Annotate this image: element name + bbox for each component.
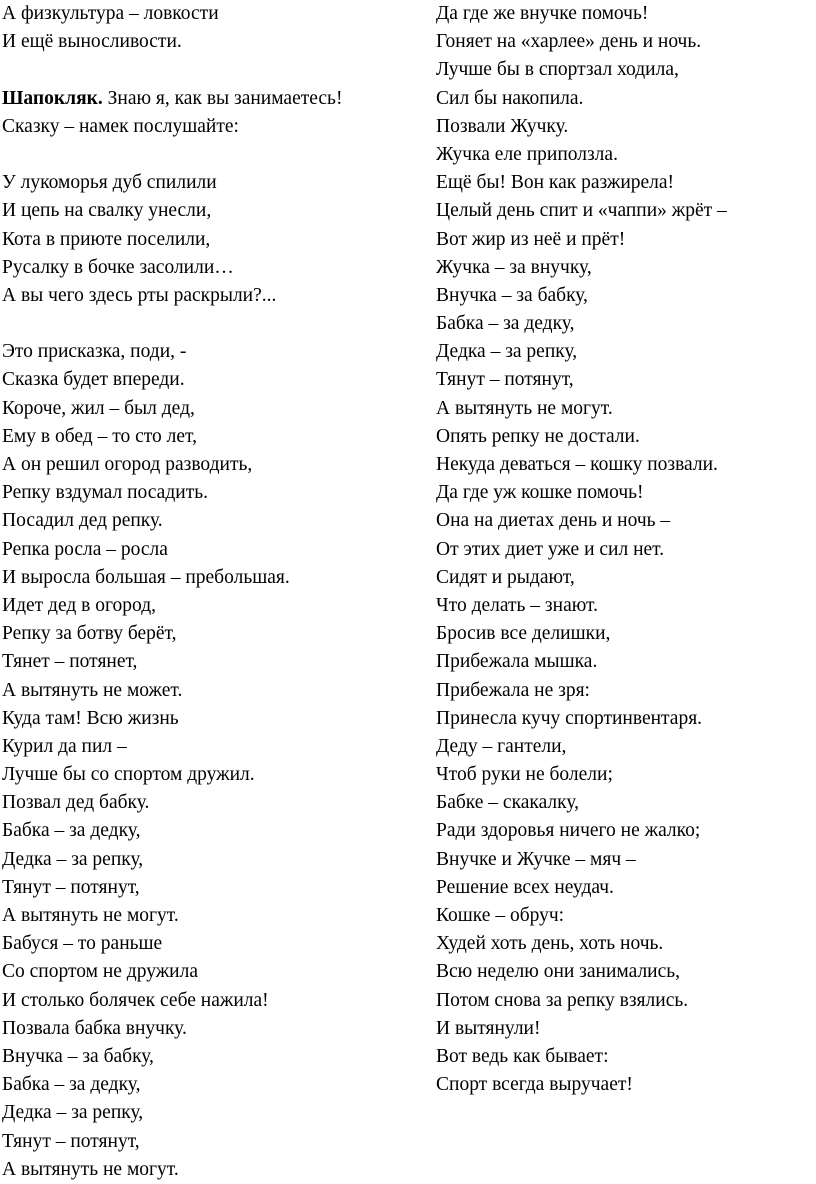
- verse-line: Сидят и рыдают,: [436, 566, 575, 588]
- verse-line: Сказку – намек послушайте:: [2, 115, 239, 137]
- verse-line: Прибежала мышка.: [436, 651, 598, 673]
- verse-line: Тянут – потянут,: [436, 369, 574, 391]
- verse-line: Репку за ботву берёт,: [2, 623, 177, 645]
- verse-line: Сказка будет впереди.: [2, 369, 185, 391]
- verse-line: Да где уж кошке помочь!: [436, 482, 644, 504]
- verse-line: А вытянуть не могут.: [2, 1158, 179, 1180]
- verse-line: А он решил огород разводить,: [2, 454, 253, 475]
- verse-line: У лукоморья дуб спилили: [2, 172, 217, 194]
- right-column: [436, 0, 806, 1099]
- verse-line: Тянет – потянет,: [2, 651, 138, 673]
- left-column: [2, 0, 402, 1184]
- verse-line: И цепь на свалку унесли,: [2, 200, 212, 222]
- verse-line: Куда там! Всю жизнь: [2, 707, 179, 729]
- verse-line: Ещё бы! Вон как разжирела!: [436, 172, 675, 194]
- verse-line: Дедка – за репку,: [436, 341, 578, 363]
- verse-line: Бабка – за дедку,: [2, 820, 141, 842]
- verse-line: Гоняет на «харлее» день и ночь.: [436, 31, 702, 53]
- verse-line: Лучше бы со спортом дружил.: [2, 764, 255, 786]
- verse-line: Лучше бы в спортзал ходила,: [436, 59, 679, 81]
- verse-line: Со спортом не дружила: [2, 961, 198, 983]
- verse-line: И выросла большая – пребольшая.: [2, 566, 290, 588]
- verse-line: Дедка – за репку,: [2, 1102, 144, 1124]
- verse-line: Решение всех неудач.: [436, 876, 614, 898]
- verse-line: Потом снова за репку взялись.: [436, 989, 689, 1011]
- verse-line: Бабка – за дедку,: [2, 1074, 141, 1096]
- verse-line: Принесла кучу спортинвентаря.: [436, 707, 703, 729]
- stanza-gap: [2, 56, 402, 84]
- verse-line: А физкультура – ловкости: [2, 3, 219, 24]
- speaker-line: [2, 85, 402, 113]
- verse-line: Вот ведь как бывает:: [436, 1045, 609, 1067]
- stanza-gap: [2, 310, 402, 338]
- verse-line: А вытянуть не могут.: [436, 397, 613, 419]
- verse-line: Внучке и Жучке – мяч –: [436, 848, 636, 870]
- verse-line: Жучка еле приползла.: [436, 143, 618, 165]
- verse-line: И ещё выносливости.: [2, 31, 182, 53]
- verse-line: Деду – гантели,: [436, 735, 567, 757]
- verse-line: Да где же внучке помочь!: [436, 3, 649, 24]
- verse-line: Бабуся – то раньше: [2, 933, 163, 955]
- verse-line: Худей хоть день, хоть ночь.: [436, 933, 664, 955]
- verse-line: Всю неделю они занимались,: [436, 961, 681, 983]
- verse-line: Позвала бабка внучку.: [2, 1017, 187, 1039]
- verse-line: Бабке – скакалку,: [436, 792, 580, 814]
- verse-line: Прибежала не зря:: [436, 679, 590, 701]
- verse-line: Это присказка, поди, -: [2, 341, 187, 363]
- verse-line: И столько болячек себе нажила!: [2, 989, 269, 1011]
- verse-line: Внучка – за бабку,: [436, 284, 588, 306]
- verse-line: Жучка – за внучку,: [436, 256, 592, 278]
- verse-line: А вытянуть не может.: [2, 679, 183, 701]
- verse-line: От этих диет уже и сил нет.: [436, 538, 665, 560]
- verse-line: Тянут – потянут,: [2, 1130, 140, 1152]
- verse-line: Идет дед в огород,: [2, 594, 157, 616]
- verse-line: Курил да пил –: [2, 735, 127, 757]
- verse-line: А вы чего здесь рты раскрыли?...: [2, 284, 277, 306]
- stanza-4: [2, 338, 402, 1184]
- verse-line: Опять репку не достали.: [436, 425, 640, 447]
- verse-line: Кота в приюте поселили,: [2, 228, 211, 250]
- speaker-name: Шапокляк.: [2, 87, 103, 109]
- verse-line: Некуда деваться – кошку позвали.: [436, 454, 718, 475]
- verse-line: А вытянуть не могут.: [2, 905, 179, 926]
- verse-line: Ради здоровья ничего не жалко;: [436, 820, 701, 842]
- verse-line: Целый день спит и «чаппи» жрёт –: [436, 200, 727, 222]
- verse-line: Спорт всегда выручает!: [436, 1074, 633, 1096]
- verse-line: Дедка – за репку,: [2, 848, 144, 870]
- verse-line: Ему в обед – то сто лет,: [2, 425, 197, 447]
- verse-line: И вытянули!: [436, 1017, 541, 1039]
- verse-line: Что делать – знают.: [436, 594, 598, 616]
- verse-line: Бросив все делишки,: [436, 623, 611, 645]
- verse-line: Бабка – за дедку,: [436, 313, 575, 335]
- stanza-gap: [2, 141, 402, 169]
- verse-line: Репка росла – росла: [2, 538, 168, 560]
- speaker-text: Знаю я, как вы занимаетесь!: [102, 87, 343, 109]
- verse-line: Русалку в бочке засолили…: [2, 256, 234, 278]
- verse-line: Позвали Жучку.: [436, 115, 569, 137]
- verse-line: Чтоб руки не болели;: [436, 764, 613, 786]
- verse-line: Она на диетах день и ночь –: [436, 510, 671, 532]
- stanza-1: [2, 0, 402, 56]
- stanza-3: [2, 169, 402, 310]
- verse-line: Короче, жил – был дед,: [2, 397, 195, 419]
- stanza-2: [2, 85, 402, 141]
- verse-line: Сил бы накопила.: [436, 87, 584, 109]
- verse-line: Посадил дед репку.: [2, 510, 163, 532]
- verse-line: Кошке – обруч:: [436, 905, 565, 926]
- verse-line: Тянут – потянут,: [2, 876, 140, 898]
- verse-line: Репку вздумал посадить.: [2, 482, 208, 504]
- verse-line: Позвал дед бабку.: [2, 792, 150, 814]
- verse-line: Вот жир из неё и прёт!: [436, 228, 626, 250]
- verse-line: Внучка – за бабку,: [2, 1045, 154, 1067]
